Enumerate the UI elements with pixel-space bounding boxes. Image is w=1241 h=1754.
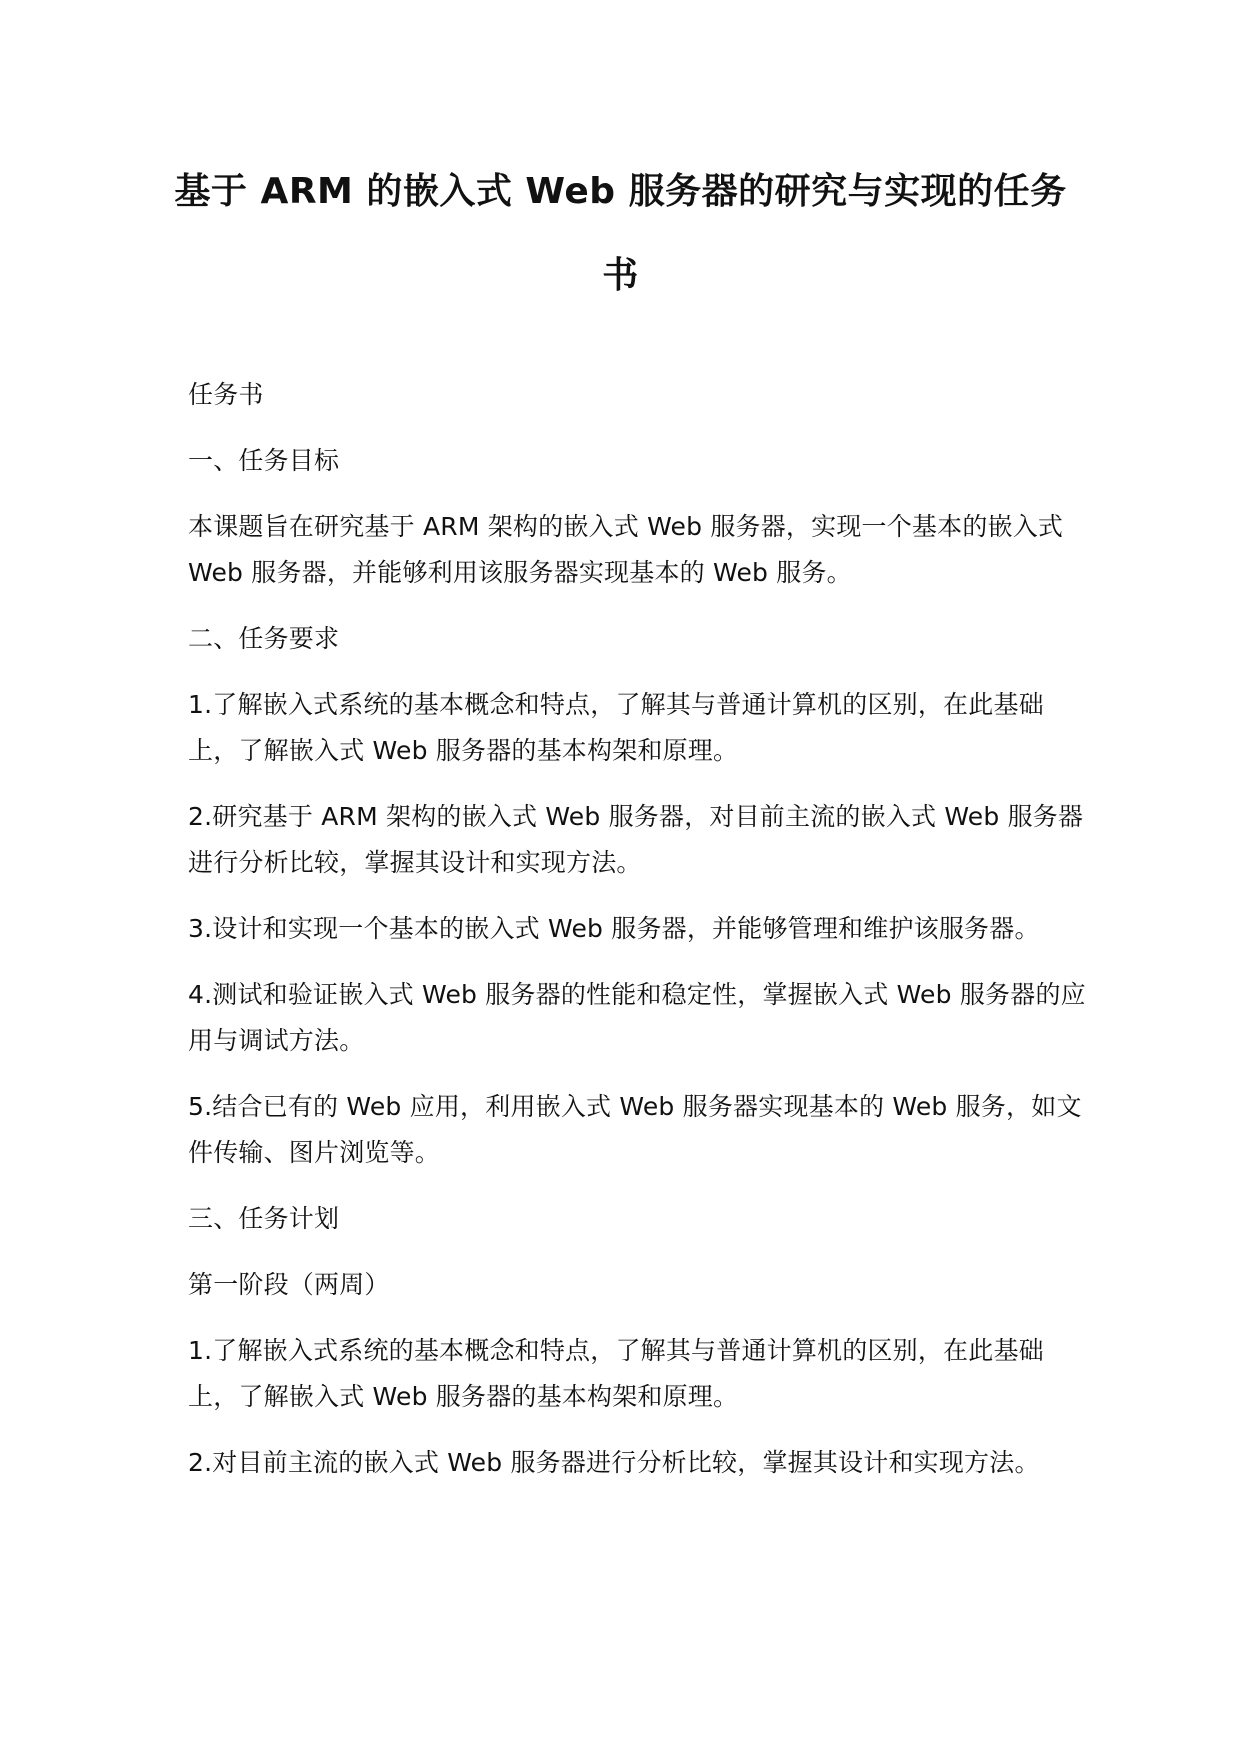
paragraph-requirement-1: 1.了解嵌入式系统的基本概念和特点，了解其与普通计算机的区别，在此基础上，了解嵌入式 Web 服务器的基本构架和原理。 xyxy=(188,690,1044,765)
paragraph-requirement-3: 3.设计和实现一个基本的嵌入式 Web 服务器，并能够管理和维护该服务器。 xyxy=(188,914,1040,943)
paragraph-requirement-2: 2.研究基于 ARM 架构的嵌入式 Web 服务器，对目前主流的嵌入式 Web 服务器进行分析比较，掌握其设计和实现方法。 xyxy=(188,802,1084,877)
paragraph-phase-1: 第一阶段（两周） xyxy=(188,1270,390,1299)
paragraph-section-plan: 三、任务计划 xyxy=(188,1204,340,1233)
paragraph-plan-item-2: 2.对目前主流的嵌入式 Web 服务器进行分析比较，掌握其设计和实现方法。 xyxy=(188,1448,1040,1477)
paragraph-requirement-4: 4.测试和验证嵌入式 Web 服务器的性能和稳定性，掌握嵌入式 Web 服务器的应用与调试方法。 xyxy=(188,980,1086,1055)
paragraph-heading-task-book: 任务书 xyxy=(188,380,264,409)
paragraph-goal-text: 本课题旨在研究基于 ARM 架构的嵌入式 Web 服务器，实现一个基本的嵌入式 Web 服务器，并能够利用该服务器实现基本的 Web 服务。 xyxy=(188,512,1064,587)
paragraph-section-requirements: 二、任务要求 xyxy=(188,624,340,653)
paragraph-requirement-5: 5.结合已有的 Web 应用，利用嵌入式 Web 服务器实现基本的 Web 服务，如文件传输、图片浏览等。 xyxy=(188,1092,1082,1167)
paragraph-plan-item-1: 1.了解嵌入式系统的基本概念和特点，了解其与普通计算机的区别，在此基础上，了解嵌入式 Web 服务器的基本构架和原理。 xyxy=(188,1336,1044,1411)
paragraph-section-goal: 一、任务目标 xyxy=(188,446,340,475)
document-title: 基于 ARM 的嵌入式 Web 服务器的研究与实现的任务书 xyxy=(174,171,1067,296)
document-body xyxy=(188,372,1088,1506)
